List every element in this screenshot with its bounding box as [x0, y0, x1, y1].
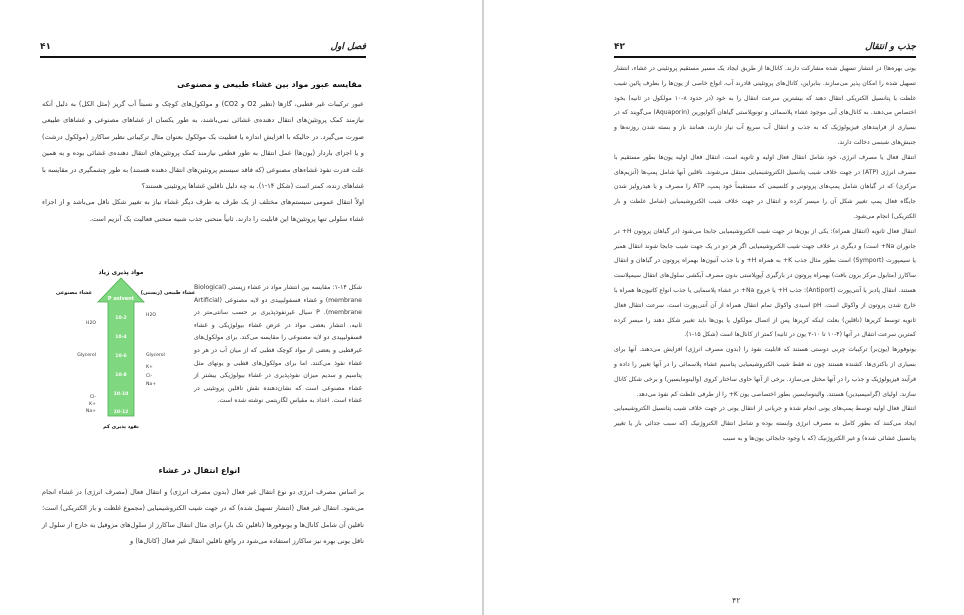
figure-left-label: غشاء مصنوعی	[55, 290, 93, 296]
left-paragraph-1: عبور ترکیبات غیر قطبی، گازها (نظیر O2 و CO2) و مولکول‌های کوچک و نسبتاً آب گریز (مثل الکل) به دلیل آنکه نیازمند کمک پروتئین‌های انتقال دهنده‌ی غشائی نمی‌باشند، به طور یکسان از غشاهای مصنوعی و غشاهای طبیعی صورت می‌گیرد. در حالیکه با افزایش اندازه یا قطبیت یک مولکول بعنوان مثال ترکیباتی نظیر ساکارز (مولکول درشت) و یا اجزای باردار (یون‌ها) عمل انتقال به طور قطعی نیازمند کمک پروتئین‌های انتقال دهنده‌ی غشائی بوده و به همین علت قدرت نفوذ غشاء‌های مصنوعی (که فاقد سیستم پروتئین‌های انتقال دهنده هستند) به طور چشمگیری در مقایسه با غشاهای زنده، کمتر است (شکل ۱۴-۱). به چه دلیل ناقلین غشاها پروتئینی هستند؟	[42, 100, 364, 191]
permeability-diagram	[55, 264, 196, 434]
left-item: Na+	[85, 409, 96, 414]
right-footer-page-number: ۴۲	[732, 596, 741, 605]
right-paragraph-2: انتقال فعال یا مصرف انرژی، خود شامل انتقال فعال اولیه و ثانویه است. انتقال فعال اولیه یون‌ها بطور مستقیم با مصرف انرژی (ATP) در جهت خلاف شیب پتانسیل الکتروشیمیایی منتقل می‌شوند. ناقلین آنها شامل پمپ‌ها (آنزیم‌های مرکزی) که در گیاهان شامل پمپ‌های پروتونی و کلسیمی که مستقیماً خود پمپ، ATP را مصرف و یا هیدرولیز شدن جایگاه فعال پمپ تغییر شکل آن را میسر کرده و انتقال در جهت خلاف شیب الکتروشیمیایی (شامل غلظت و بار الکتریکی) انجام می‌شود.	[614, 153, 916, 220]
section-title-transport-types: انواع انتقال در غشاء	[158, 466, 240, 475]
left-item: Glycerol	[77, 353, 96, 358]
scale-tick: 10-4	[115, 335, 127, 340]
left-body-text	[42, 96, 364, 227]
page-gutter	[482, 0, 484, 615]
permeability-figure	[55, 264, 196, 434]
figure-bottom-label: نفوذ پذیری کم	[103, 424, 139, 430]
left-item: K+	[89, 402, 96, 407]
scale-tick: 10-12	[113, 410, 129, 415]
right-body-text	[614, 62, 916, 447]
right-paragraph-5: انتقال فعال اولیه توسط پمپ‌های یونی انجام شده و جریانی از انتقال یونی در جهت خلاف شیب پتانسیل الکتروشیمیایی ایجاد می‌کنند که بطور کامل به مصرف انرژی وابسته بوده و شامل انتقال الکتروژنیک (که سبب جدائی بار یا تغییر پتانسیل غشائی شده) و غیر الکتروژنیک (که با وجود جابجائی یون‌ها و به سبب	[614, 405, 916, 442]
left-body-text-2	[42, 484, 364, 550]
figure-caption: شکل ۱۴-۱: مقایسه بین انتشار مواد در غشاء زیستی (Biological membrane) و غشاء فسفولیپیدی دو لایه مصنوعی (Artificial membrane). P سیال غیرنفوذپذیری بر حسب سانتی‌متر در ثانیه، انتشار بعضی مواد در عرض غشاء بیولوژیکی و غشاء فسفولیپیدی دو لایه مصنوعی را مقایسه می‌کند. برای مولکول‌های غیرقطبی و بعضی از مواد کوچک قطبی که از میان آب در هر دو غشاء نفوذ می‌کنند. اما برای مولکول‌های قطبی و یونهای مثل پتاسیم و سدیم میزان نفوذپذیری در غشاء بیولوژیکی بیشتر از غشاء مصنوعی است که نشان‌دهنده نقش ناقلین پروتئینی در غشاء است. اعداد به مقیاس لگاریتمی نوشته شده است.	[194, 284, 362, 405]
right-chapter-title: جذب و انتقال	[865, 42, 916, 52]
section-title-comparison: مقایسه عبور مواد بین غشاء طبیعی و مصنوعی	[177, 80, 362, 89]
left-paragraph-3: بر اساس مصرف انرژی دو نوع انتقال غیر فعال (بدون مصرف انرژی) و انتقال فعال (مصرف انرژی) در غشاء انجام می‌شود. انتقال غیر فعال (انتشار تسهیل شده) که در جهت شیب الکتروشیمیایی (مجموع غلظت و بار الکتریکی) است؛ ناقلین آن شامل کانال‌ها و یونوفورها (ناقلین تک بار) برای مثال انتقال ساکارز از سلول‌های مزوفیل به خارج از سلول از ناقل یونی بهره نیز ساکارز استفاده می‌شود در واقع ناقلین انتقال غیر فعال (کانال‌ها) و	[42, 488, 364, 546]
left-page	[0, 0, 480, 615]
right-paragraph-1: یونی بهره‌ها) در انتشار تسهیل شده مشارکت دارند. کانال‌ها از طریق ایجاد یک مسیر مستقیم پروتئینی در غشاء، انتشار تسهیل شده را امکان پذیر می‌سازند. بنابراین، کانال‌های پروتئینی قادرند آب، انواع خاصی از یون‌ها را بطرف پائین شیب غلظت یا پتانسیل الکتریکی انتقال دهند که بیشترین سرعت انتقال را به خود (در حدود ۸-۱۰ مولکول در ثانیه) بخود اختصاص می‌دهند. به کانال‌های آبی موجود غشاء پلاسمائی و تونوپلاستی گیاهان آکواپورین (Aquaporin) می‌گویند که در بسیاری از فرایندهای فیزیولوژیک که به جذب و انتقال آب سریع آب نیاز دارند، همانند باز و بسته شدن روزنه‌ها و جنبش‌های شبنمی دخالت دارند.	[614, 65, 916, 146]
right-item: H2O	[146, 313, 156, 318]
scale-tick: 10-2	[115, 316, 127, 321]
right-page-header	[614, 40, 916, 58]
right-page-number: ۴۲	[614, 42, 625, 52]
right-page	[486, 0, 964, 615]
scale-tick: 10-6	[115, 354, 127, 359]
right-item: Na+	[146, 382, 157, 387]
figure-top-label: مواد پذیری زیاد	[98, 269, 144, 276]
right-item: Glycerol	[146, 353, 165, 358]
left-item: H2O	[86, 321, 96, 326]
scale-tick: 10-10	[113, 392, 129, 397]
scale-tick: 10-8	[115, 373, 127, 378]
right-paragraph-4: یونوفورها (یون‌بر) ترکیبات چربی دوستی هستند که قابلیت نفوذ را (بدون مصرف انرژی) افزایش می‌دهند. آنها برای بسیاری از باکتری‌ها، کشنده هستند چون نه فقط شیب الکتروشیمیایی پتاسیم غشاء پلاسمائی را در آنها تغییر را داده و فرآیند فیزیولوژیک و جذب را در آنها مختل می‌سازد. برخی از آنها حاوی ساختار کروی (والینومایسین) و برخی شکل کانال سازند. اولیای (گرامیسیدین) هستند. والینومایسین بطور اختصاصی یون K+ را از طرفی غلظت کم نفوذ می‌دهد.	[614, 346, 916, 398]
right-paragraph-3: انتقال فعال ثانویه (انتقال همراه): یکی از یون‌ها در جهت شیب الکتروشیمیایی جابجا می‌شود (در گیاهان پروتون H+ در جانوران Na+ است) و دیگری در خلاف جهت شیب الکتروشیمیایی اگر هر دو در یک جهت شیب جابجا شوند انتقال همبر یا سیمپورت (Symport) است بطور مثال جذب K+ به همراه H+ و یا جذب آنیون‌ها بهمراه پروتون در گیاهان و انتقال ساکارز (متابول مرکز برون بافت) بهمراه پروتون در بارگیری آپوپلاستی بدون مصرف آبکشی سلول‌های انتقال سیمپلاست هستند. انتقال پادبر یا آنتی‌پورت (Antiport): جذب H+ یا خروج Na+ در غشاء پلاسمایی یا جذب انواع کاتیون‌ها همراه با خارج شدن پروتون از واکوئل است. pH اسیدی واکوئل تمام انتقال همراه از آن آنتی‌پورت است. سرعت انتقال فعال ثانویه توسط کریرها (ناقلین) بعلت اینکه کریرها پس از اتصال مولکول یا یون‌ها باید تغییر شکل دهند را میسر کرده کمترین سرعت انتقال در آنها (۴-۱۰ تا ۱۰-۲ یون در ثانیه) کمتر از کانال‌ها است (شکل ۱۵-۱).	[614, 227, 917, 339]
left-chapter-title: فصل اول	[330, 42, 366, 52]
arrow-label: P solvent	[107, 296, 135, 302]
right-item: Cl-	[146, 374, 153, 379]
left-page-header	[40, 40, 366, 58]
figure-right-label: غشاء طبیعی (زیستی)	[140, 290, 196, 296]
left-paragraph-2: اولاً انتقال عمومی سیستم‌های مختلف از یک طرف به طرف دیگر غشاء نیاز به تغییر شکل ناقل می‌باشد و از اجزاء غشاء سلولی تنها پروتئین‌ها این قابلیت را دارند. ثانیاً منحنی جذب شبیه منحنی فعالیت یک آنزیم است.	[42, 198, 364, 223]
left-page-number: ۴۱	[40, 42, 51, 52]
left-item: Cl-	[89, 395, 96, 400]
right-item: K+	[146, 365, 153, 370]
